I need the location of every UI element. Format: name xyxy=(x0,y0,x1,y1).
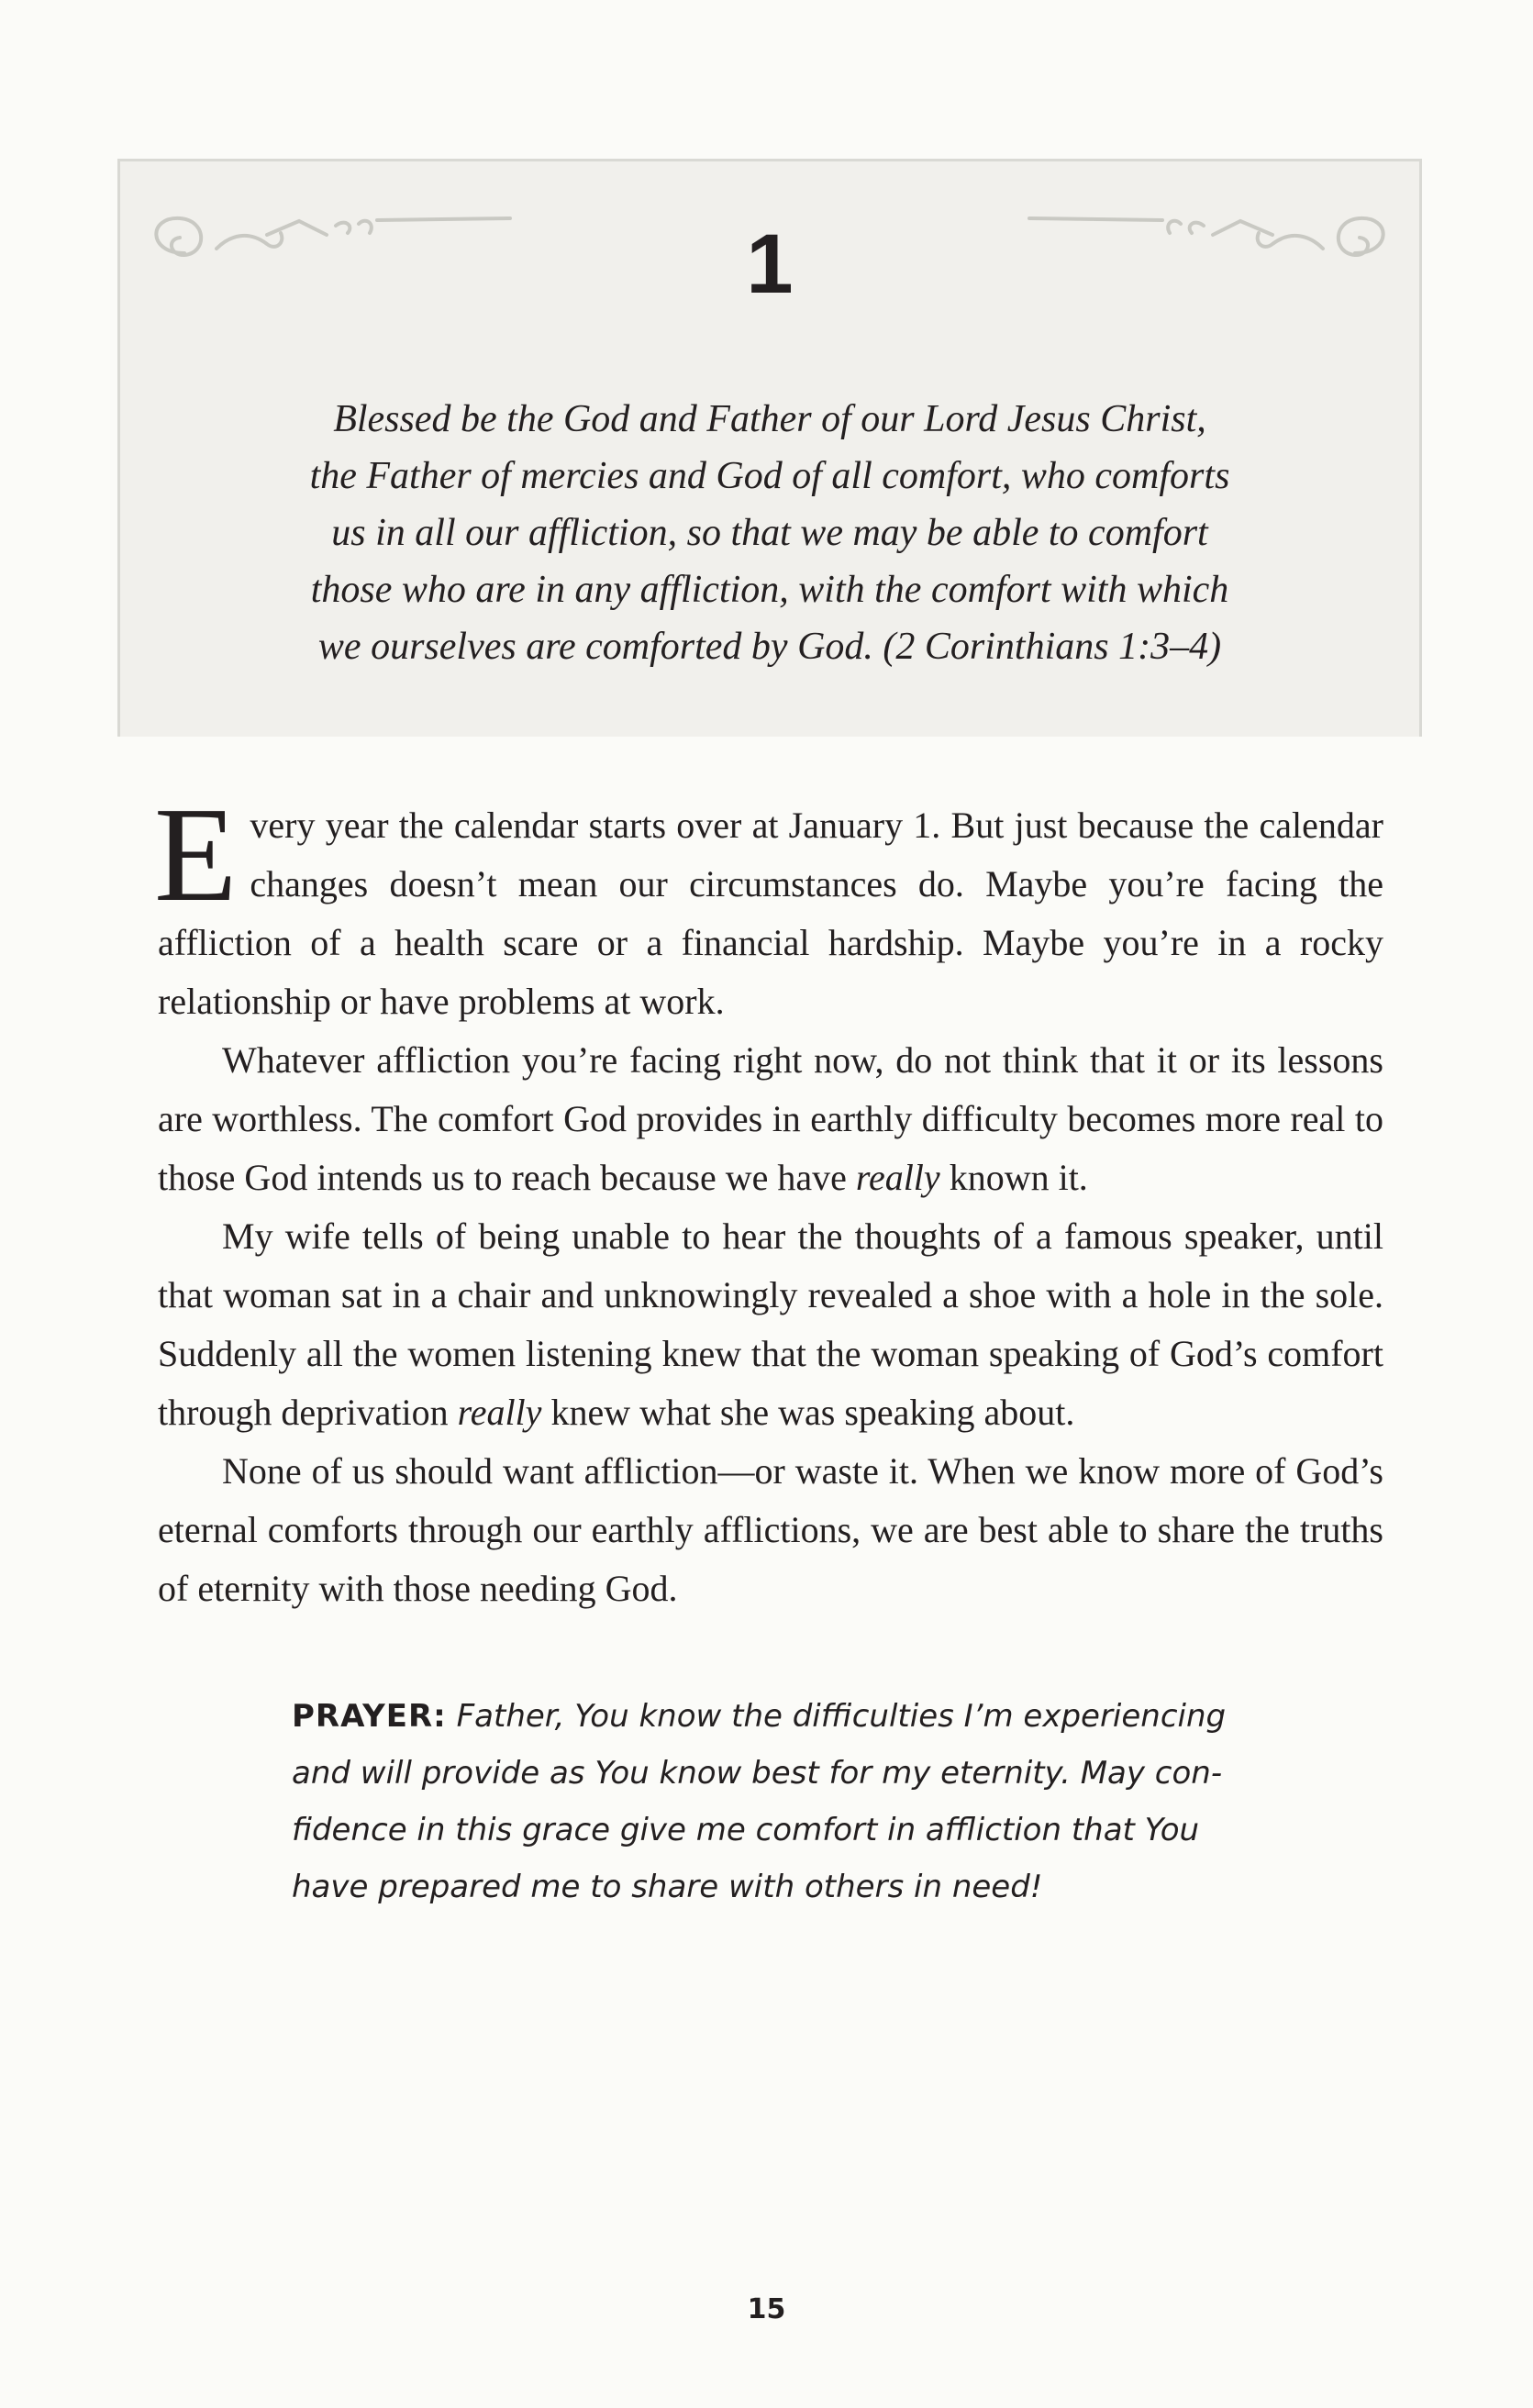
prayer-line-3: fidence in this grace give me comfort in affliction that You xyxy=(292,1812,1200,1848)
verse-line: us in all our affliction, so that we may be able to comfort xyxy=(331,512,1208,554)
emphasis-really: really xyxy=(855,1157,940,1198)
paragraph-2-end: known it. xyxy=(939,1157,1088,1198)
verse-line: we ourselves are comforted by God. (2 Corinthians 1:3–4) xyxy=(317,626,1222,668)
page-number: 15 xyxy=(747,2293,786,2325)
prayer-line-2: and will provide as You know best for my eternity. May con- xyxy=(292,1755,1223,1792)
prayer-block xyxy=(292,1688,1264,1915)
prayer-line xyxy=(292,1688,1264,1745)
verse-line: those who are in any affliction, with the comfort with which xyxy=(310,569,1229,611)
paragraph-1 xyxy=(154,780,1383,1031)
paragraph-4: None of us should want affliction—or waste it. When we know more of God’s eternal comforts through our earthly afflictions, we are best able to share the truths of eternity with those needing God. xyxy=(158,1450,1383,1609)
verse-line: the Father of mercies and God of all comfort, who comforts xyxy=(309,455,1230,497)
paragraph-3-end: knew what she was speaking about. xyxy=(541,1392,1075,1433)
prayer-line-1: Father, You know the difficulties I’m experiencing xyxy=(456,1698,1227,1735)
paragraph-3 xyxy=(158,1207,1383,1442)
prayer-label: PRAYER: xyxy=(292,1698,447,1735)
paragraph-3-text: My wife tells of being unable to hear the thoughts of a famous speaker, until that woman sat in a chair and unknowingly revealed a shoe with a hole in the sole. Suddenly all the women listening knew that the woman speaking of God’s comfort through deprivation xyxy=(158,1215,1383,1433)
scripture-verse xyxy=(120,391,1419,675)
paragraph-1-text: very year the calendar starts over at January 1. But just because the calendar changes doesn’t mean our circumstances do. Maybe you’re facing the affliction of a health scare or a financial hardship. Maybe you’re in a rocky relationship or have problems at work. xyxy=(158,805,1383,1022)
prayer-line-4: have prepared me to share with others in need! xyxy=(292,1869,1043,1905)
paragraph-2 xyxy=(158,1031,1383,1207)
chapter-header-box xyxy=(117,159,1422,737)
emphasis-really: really xyxy=(457,1392,542,1433)
chapter-number: 1 xyxy=(746,217,794,311)
devotional-body xyxy=(154,780,1383,1618)
verse-line: Blessed be the God and Father of our Lord Jesus Christ, xyxy=(333,398,1206,440)
paragraph-2-text: Whatever affliction you’re facing right now, do not think that it or its lessons are worthless. The comfort God provides in earthly difficulty becomes more real to those God intends us to reach because we have xyxy=(158,1039,1383,1198)
drop-cap: E xyxy=(154,780,238,930)
